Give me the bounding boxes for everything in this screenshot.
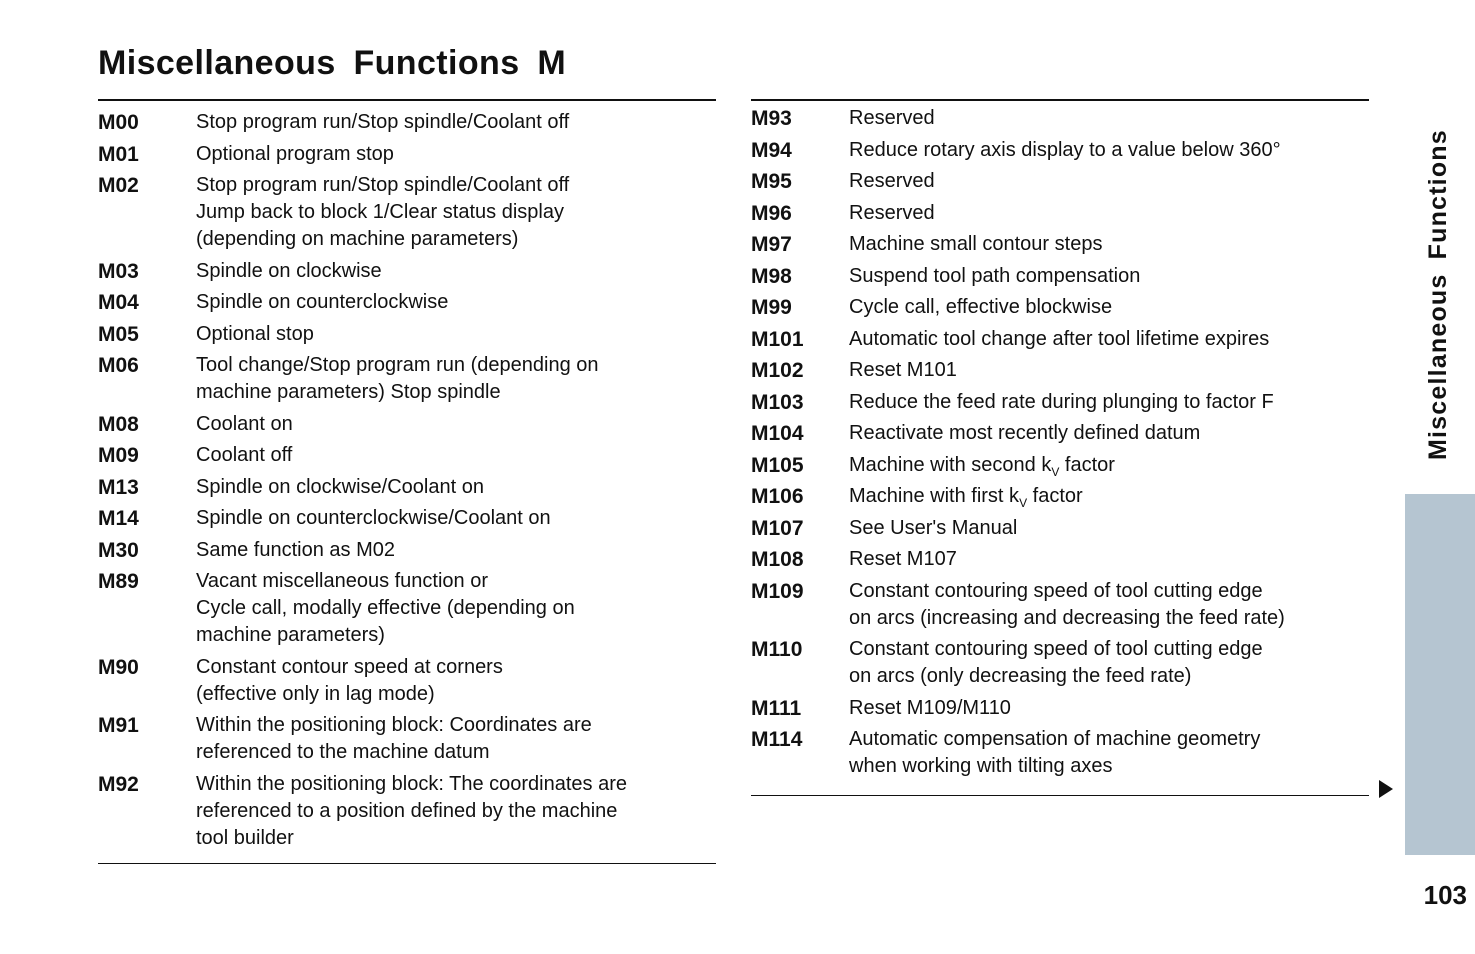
function-code: M06 — [98, 354, 139, 377]
description-line — [196, 568, 716, 595]
description-line — [196, 595, 716, 622]
function-row — [751, 695, 1369, 722]
function-row — [751, 452, 1369, 479]
function-description — [849, 389, 1369, 416]
description-text: Automatic compensation of machine geometry — [849, 728, 1261, 750]
function-code: M110 — [751, 638, 803, 661]
description-text: machine parameters) — [196, 624, 385, 646]
description-text: referenced to a position defined by the machine — [196, 799, 618, 822]
function-description — [849, 294, 1369, 321]
description-line — [849, 357, 1369, 384]
function-code: M00 — [98, 111, 139, 134]
function-code: M101 — [751, 327, 804, 351]
function-code: M89 — [98, 570, 139, 593]
description-text: on arcs (only decreasing the feed rate) — [849, 665, 1192, 687]
description-line — [196, 771, 716, 798]
function-row — [98, 109, 716, 136]
description-line — [196, 172, 716, 199]
description-line — [196, 109, 716, 136]
function-description — [196, 172, 716, 253]
subscript-text: V — [1019, 496, 1028, 510]
function-row — [751, 294, 1369, 321]
description-line — [196, 442, 716, 469]
function-code: M90 — [98, 655, 139, 679]
function-code: M09 — [98, 444, 139, 467]
description-text: Jump back to block 1/Clear status display — [196, 201, 564, 223]
subscript-text: V — [1051, 464, 1060, 479]
description-line — [849, 726, 1369, 753]
function-row — [751, 389, 1369, 416]
description-text: Automatic tool change after tool lifetime expires — [849, 327, 1270, 350]
function-description — [849, 420, 1369, 447]
description-line — [196, 411, 716, 438]
description-line — [849, 515, 1369, 542]
description-text: Spindle on counterclockwise/Coolant on — [196, 507, 551, 529]
function-row — [98, 258, 716, 285]
function-description — [196, 771, 716, 852]
description-text: Reserved — [849, 201, 935, 224]
description-text: Machine with first k — [849, 485, 1020, 507]
function-code: M03 — [98, 259, 139, 283]
description-line — [849, 452, 1369, 479]
function-description — [196, 352, 716, 406]
description-line — [849, 294, 1369, 321]
function-row — [751, 578, 1369, 632]
description-line — [196, 825, 716, 852]
description-text: Reserved — [849, 107, 935, 129]
function-row — [751, 357, 1369, 384]
description-line — [849, 263, 1369, 290]
function-code: M92 — [98, 772, 139, 796]
function-description — [849, 200, 1369, 227]
function-row — [98, 289, 716, 316]
description-line — [196, 798, 716, 825]
function-description — [196, 411, 716, 438]
description-text: Tool change/Stop program run (depending on — [196, 354, 599, 376]
function-code: M105 — [751, 453, 804, 477]
function-row — [751, 263, 1369, 290]
description-text: Reduce rotary axis display to a value below 360° — [849, 138, 1281, 161]
description-text: (depending on machine parameters) — [196, 228, 519, 250]
function-code: M106 — [751, 485, 804, 508]
description-line — [196, 199, 716, 226]
description-line — [196, 352, 716, 379]
function-code: M02 — [98, 174, 139, 197]
description-line — [196, 537, 716, 564]
function-description — [849, 546, 1369, 573]
description-text: Vacant miscellaneous function or — [196, 570, 489, 592]
description-text: when working with tilting axes — [849, 755, 1113, 777]
function-description — [849, 483, 1369, 510]
function-code: M104 — [751, 422, 804, 445]
description-line — [849, 605, 1369, 632]
function-description — [849, 726, 1369, 780]
description-line — [849, 105, 1369, 132]
function-code: M30 — [98, 538, 139, 562]
description-line — [196, 321, 716, 348]
description-line — [196, 681, 716, 708]
function-code: M97 — [751, 233, 792, 256]
function-row — [98, 352, 716, 406]
description-line — [849, 231, 1369, 258]
function-row — [98, 771, 716, 852]
function-row — [98, 712, 716, 766]
function-code: M102 — [751, 359, 804, 382]
function-row — [98, 172, 716, 253]
function-description — [849, 515, 1369, 542]
function-code: M14 — [98, 507, 139, 530]
description-text: Reduce the feed rate during plunging to factor F — [849, 390, 1274, 413]
description-line — [849, 483, 1369, 510]
description-text: Spindle on clockwise — [196, 259, 382, 282]
function-code: M103 — [751, 390, 804, 414]
description-text-tail: factor — [1059, 453, 1115, 476]
description-line — [849, 137, 1369, 164]
triangle-right-icon — [1379, 780, 1393, 798]
description-line — [849, 753, 1369, 780]
description-line — [849, 546, 1369, 573]
description-line — [196, 622, 716, 649]
description-text: Optional stop — [196, 322, 314, 345]
function-description — [849, 168, 1369, 195]
function-row — [98, 505, 716, 532]
function-row — [751, 168, 1369, 195]
function-code: M96 — [751, 201, 792, 225]
description-line — [849, 420, 1369, 447]
function-code: M98 — [751, 264, 792, 288]
description-line — [196, 226, 716, 253]
chapter-tab — [1405, 494, 1475, 855]
description-line — [849, 326, 1369, 353]
description-text: Suspend tool path compensation — [849, 264, 1141, 287]
function-description — [849, 137, 1369, 164]
description-line — [196, 712, 716, 739]
function-code: M94 — [751, 138, 792, 162]
function-description — [849, 263, 1369, 290]
description-text: Same function as M02 — [196, 538, 395, 561]
description-text: on arcs (increasing and decreasing the feed rate) — [849, 606, 1285, 629]
description-text: Coolant off — [196, 444, 293, 466]
function-description — [849, 326, 1369, 353]
function-description — [849, 231, 1369, 258]
description-line — [196, 654, 716, 681]
function-description — [849, 578, 1369, 632]
description-text: Reset M109/M110 — [849, 696, 1011, 719]
function-row — [751, 515, 1369, 542]
function-code: M93 — [751, 107, 792, 130]
function-description — [196, 654, 716, 708]
description-text: Within the positioning block: The coordinates are — [196, 772, 627, 795]
description-text: Machine with second k — [849, 453, 1052, 476]
description-text: Within the positioning block: Coordinates are — [196, 714, 592, 736]
description-line — [849, 200, 1369, 227]
function-row — [751, 546, 1369, 573]
description-text: Constant contouring speed of tool cutting edge — [849, 638, 1263, 660]
function-description — [196, 321, 716, 348]
right-function-table — [751, 99, 1369, 796]
function-description — [196, 505, 716, 532]
chapter-side-title: Miscellaneous Functions — [1424, 129, 1452, 460]
description-text: Reactivate most recently defined datum — [849, 422, 1201, 444]
function-description — [196, 568, 716, 649]
function-description — [849, 695, 1369, 722]
description-text: Stop program run/Stop spindle/Coolant off — [196, 174, 570, 196]
function-row — [751, 726, 1369, 780]
function-code: M109 — [751, 579, 804, 603]
function-description — [849, 636, 1369, 690]
description-text: Machine small contour steps — [849, 233, 1103, 255]
function-code: M05 — [98, 322, 139, 346]
description-line — [849, 168, 1369, 195]
function-code: M08 — [98, 412, 139, 436]
function-description — [196, 141, 716, 168]
function-row — [751, 326, 1369, 353]
function-row — [98, 537, 716, 564]
function-description — [849, 357, 1369, 384]
function-row — [751, 137, 1369, 164]
description-text: Spindle on counterclockwise — [196, 291, 449, 313]
description-text: tool builder — [196, 826, 294, 849]
description-text: (effective only in lag mode) — [196, 682, 435, 705]
function-code: M13 — [98, 475, 139, 499]
function-code: M114 — [751, 728, 803, 751]
function-description — [196, 258, 716, 285]
function-description — [849, 452, 1369, 479]
function-description — [196, 474, 716, 501]
description-text: Cycle call, modally effective (depending on — [196, 597, 575, 619]
function-code: M95 — [751, 170, 792, 193]
function-code: M108 — [751, 548, 804, 571]
function-code: M107 — [751, 516, 804, 540]
function-code: M99 — [751, 296, 792, 319]
description-text: Cycle call, effective blockwise — [849, 296, 1113, 318]
description-line — [849, 695, 1369, 722]
description-text: referenced to the machine datum — [196, 741, 490, 763]
description-line — [196, 474, 716, 501]
function-description — [849, 105, 1369, 132]
description-line — [196, 141, 716, 168]
function-row — [751, 231, 1369, 258]
function-row — [751, 636, 1369, 690]
function-code: M01 — [98, 142, 139, 166]
description-text: Constant contouring speed of tool cutting edge — [849, 579, 1263, 602]
function-code: M04 — [98, 291, 139, 314]
function-description — [196, 712, 716, 766]
description-text-tail: factor — [1027, 485, 1083, 507]
description-text: See User's Manual — [849, 516, 1018, 539]
function-row — [98, 141, 716, 168]
function-code: M111 — [751, 696, 802, 720]
description-text: Constant contour speed at corners — [196, 655, 503, 678]
function-row — [98, 442, 716, 469]
function-row — [98, 654, 716, 708]
function-row — [751, 483, 1369, 510]
description-text: Reserved — [849, 170, 935, 192]
function-description — [196, 537, 716, 564]
left-function-table — [98, 99, 716, 864]
page-title: Miscellaneous Functions M — [98, 44, 567, 82]
description-line — [196, 739, 716, 766]
description-line — [196, 505, 716, 532]
function-row — [751, 420, 1369, 447]
description-line — [849, 636, 1369, 663]
function-row — [98, 411, 716, 438]
function-row — [98, 321, 716, 348]
function-description — [196, 442, 716, 469]
description-line — [849, 578, 1369, 605]
description-text: Coolant on — [196, 412, 293, 435]
description-text: machine parameters) Stop spindle — [196, 381, 501, 403]
description-text: Reset M107 — [849, 548, 957, 570]
function-description — [196, 289, 716, 316]
description-line — [196, 379, 716, 406]
function-row — [98, 568, 716, 649]
description-text: Reset M101 — [849, 359, 957, 381]
description-text: Stop program run/Stop spindle/Coolant off — [196, 111, 570, 133]
function-row — [751, 105, 1369, 132]
description-text: Spindle on clockwise/Coolant on — [196, 475, 484, 498]
page-number: 103 — [1423, 880, 1467, 910]
function-description — [196, 109, 716, 136]
description-text: Optional program stop — [196, 142, 394, 165]
function-row — [98, 474, 716, 501]
function-row — [751, 200, 1369, 227]
function-code: M91 — [98, 714, 139, 737]
description-line — [196, 258, 716, 285]
description-line — [196, 289, 716, 316]
description-line — [849, 663, 1369, 690]
description-line — [849, 389, 1369, 416]
